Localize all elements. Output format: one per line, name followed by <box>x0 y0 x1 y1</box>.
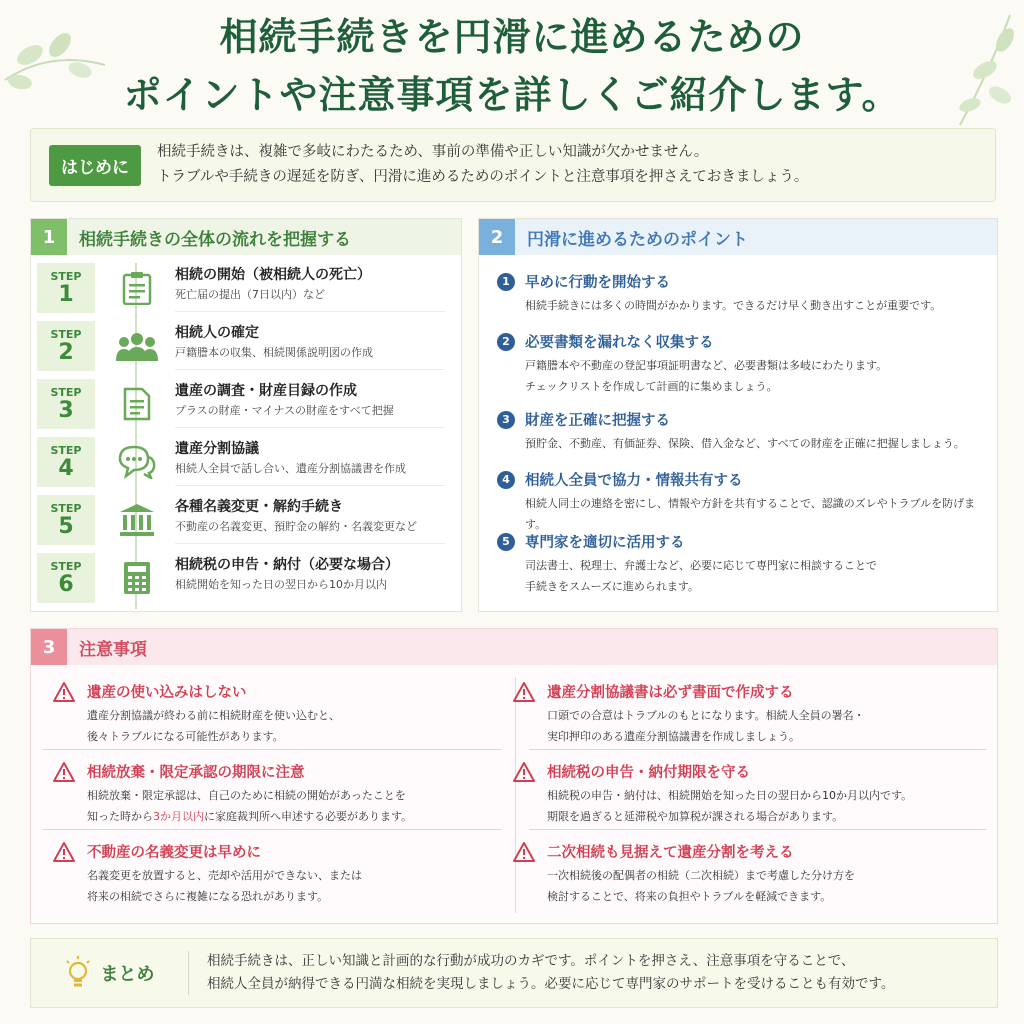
point-number: 4 <box>497 471 515 489</box>
point-desc-line: 司法書士、税理士、弁護士など、必要に応じて専門家に相談することで <box>525 559 877 572</box>
step-desc: プラスの財産・マイナスの財産をすべて把握 <box>175 403 394 417</box>
step-desc: 相続開始を知った日の翌日から10か月以内 <box>175 578 387 591</box>
point-number: 5 <box>497 533 515 551</box>
point-number: 2 <box>497 333 515 351</box>
caution-header <box>513 841 953 862</box>
section-points-panel <box>478 218 998 612</box>
step-text <box>175 497 445 544</box>
section-flow-title: 相続手続きの全体の流れを把握する <box>79 229 351 250</box>
step-label: STEP <box>50 559 82 573</box>
step-number: 5 <box>58 513 74 539</box>
caution-desc <box>547 785 953 827</box>
caution-highlight: 3か月以内 <box>153 810 204 823</box>
step-badge <box>37 553 95 603</box>
caution-header <box>53 841 493 862</box>
row-divider <box>529 749 987 750</box>
point-number: 3 <box>497 411 515 429</box>
caution-title: 二次相続も見据えて遺産分割を考える <box>547 845 794 861</box>
point-header <box>497 409 992 430</box>
calculator-icon <box>109 553 165 603</box>
caution-desc-line: 口頭での合意はトラブルのもとになります。相続人全員の署名・ <box>547 709 865 722</box>
point-desc <box>525 355 992 397</box>
step-badge <box>37 379 95 429</box>
intro-badge: はじめに <box>49 145 141 186</box>
section-number: 3 <box>31 629 67 665</box>
caution-desc-line: 相続税の申告・納付は、相続開始を知った日の翌日から10か月以内です。 <box>547 789 913 802</box>
step-badge <box>37 437 95 487</box>
step-badge <box>37 495 95 545</box>
caution-desc-line <box>87 806 493 827</box>
step-label: STEP <box>50 501 82 515</box>
point-item <box>497 531 992 597</box>
caution-desc-line: 後々トラブルになる可能性があります。 <box>87 730 284 743</box>
step-number: 3 <box>58 397 74 423</box>
clipboard-icon <box>109 263 165 313</box>
caution-text: 知った時から <box>87 810 153 823</box>
point-title: 相続人全員で協力・情報共有する <box>525 473 743 489</box>
step-item <box>37 377 457 431</box>
summary-line-2: 相続人全員が納得できる円満な相続を実現しましょう。必要に応じて専門家のサポートを受けることも有効です。 <box>207 976 895 992</box>
step-desc: 戸籍謄本の収集、相続関係説明図の作成 <box>175 345 373 359</box>
intro-text <box>157 140 808 190</box>
section-points-title: 円滑に進めるためのポイント <box>527 229 748 250</box>
caution-desc <box>547 705 953 747</box>
caution-text: に家庭裁判所へ申述する必要があります。 <box>204 810 413 823</box>
caution-item <box>53 681 493 747</box>
point-desc-line: 相続人同士の連絡を密にし、情報や方針を共有することで、認識のズレやトラブルを防げます。 <box>525 497 976 531</box>
step-title: 相続税の申告・納付（必要な場合） <box>175 557 399 573</box>
point-title: 早めに行動を開始する <box>525 275 670 291</box>
summary-line-1: 相続手続きは、正しい知識と計画的な行動が成功のカギです。ポイントを押さえ、注意事項を守ることで、 <box>207 953 855 969</box>
summary-text <box>207 950 894 996</box>
row-divider <box>43 749 501 750</box>
point-item <box>497 469 992 535</box>
intro-line-2: トラブルや手続きの遅延を防ぎ、円滑に進めるためのポイントと注意事項を押さえておきましょう。 <box>157 169 809 185</box>
caution-desc-line: 将来の相続でさらに複雑になる恐れがあります。 <box>87 890 329 903</box>
point-header <box>497 271 992 292</box>
step-title: 相続人の確定 <box>175 324 259 341</box>
lightbulb-icon <box>65 956 91 990</box>
step-badge <box>37 263 95 313</box>
warning-icon <box>513 762 535 782</box>
step-item <box>37 493 457 547</box>
caution-item <box>513 761 953 827</box>
caution-item <box>53 841 493 907</box>
step-title: 遺産分割協議 <box>175 440 259 457</box>
caution-desc-line: 名義変更を放置すると、売却や活用ができない、または <box>87 869 362 882</box>
point-item <box>497 409 992 454</box>
caution-item <box>513 681 953 747</box>
step-item <box>37 319 457 373</box>
step-item <box>37 435 457 489</box>
intro-box <box>30 128 996 202</box>
point-header <box>497 531 992 552</box>
summary-label: まとめ <box>100 964 155 985</box>
point-desc-line: 手続きをスムーズに進められます。 <box>525 580 700 593</box>
warning-icon <box>53 842 75 862</box>
caution-desc <box>547 865 953 907</box>
caution-title: 相続税の申告・納付期限を守る <box>547 765 750 781</box>
caution-desc-line: 相続放棄・限定承認は、自己のために相続の開始があったことを <box>87 789 406 802</box>
step-text <box>175 381 445 428</box>
intro-line-1: 相続手続きは、複雑で多岐にわたるため、事前の準備や正しい知識が欠かせません。 <box>157 144 709 160</box>
caution-title: 相続放棄・限定承認の期限に注意 <box>87 765 305 781</box>
point-header <box>497 331 992 352</box>
caution-item <box>513 841 953 907</box>
chat-bubbles-icon <box>109 437 165 487</box>
caution-desc <box>87 785 493 827</box>
caution-header <box>53 681 493 702</box>
section-number: 2 <box>479 219 515 255</box>
point-desc-line: 戸籍謄本や不動産の登記事項証明書など、必要書類は多岐にわたります。 <box>525 359 888 372</box>
caution-header <box>53 761 493 782</box>
section-cautions-panel <box>30 628 998 924</box>
point-item <box>497 271 992 316</box>
step-item <box>37 261 457 315</box>
point-item <box>497 331 992 397</box>
warning-icon <box>513 842 535 862</box>
caution-desc-line: 実印押印のある遺産分割協議書を作成しましょう。 <box>547 730 800 743</box>
caution-desc-line: 一次相続後の配偶者の相続（二次相続）まで考慮した分け方を <box>547 869 855 882</box>
caution-desc-line: 検討することで、将来の負担やトラブルを軽減できます。 <box>547 890 832 903</box>
caution-desc <box>87 705 493 747</box>
step-number: 1 <box>58 281 74 307</box>
step-desc: 死亡届の提出（7日以内）など <box>175 287 325 301</box>
people-icon <box>109 321 165 371</box>
step-label: STEP <box>50 327 82 341</box>
section-flow-panel <box>30 218 462 612</box>
point-desc <box>525 493 992 535</box>
point-desc <box>525 555 992 597</box>
step-label: STEP <box>50 443 82 457</box>
warning-icon <box>53 762 75 782</box>
step-item <box>37 551 457 605</box>
section-number: 1 <box>31 219 67 255</box>
step-desc: 不動産の名義変更、預貯金の解約・名義変更など <box>175 519 417 533</box>
caution-desc <box>87 865 493 907</box>
caution-title: 遺産分割協議書は必ず書面で作成する <box>547 685 794 701</box>
title-line-2: ポイントや注意事項を詳しくご紹介します。 <box>123 73 901 117</box>
point-desc-line: チェックリストを作成して計画的に集めましょう。 <box>525 380 778 393</box>
caution-desc-line: 期限を過ぎると延滞税や加算税が課される場合があります。 <box>547 810 844 823</box>
step-label: STEP <box>50 385 82 399</box>
document-icon <box>109 379 165 429</box>
step-badge <box>37 321 95 371</box>
step-title: 相続の開始（被相続人の死亡） <box>175 266 371 283</box>
point-header <box>497 469 992 490</box>
point-desc <box>525 295 992 316</box>
step-text <box>175 555 445 601</box>
warning-icon <box>513 682 535 702</box>
bank-icon <box>109 495 165 545</box>
point-title: 財産を正確に把握する <box>525 413 670 429</box>
step-desc: 相続人全員で話し合い、遺産分割協議書を作成 <box>175 461 406 475</box>
warning-icon <box>53 682 75 702</box>
step-title: 遺産の調査・財産目録の作成 <box>175 382 357 399</box>
section-points-header <box>479 219 997 255</box>
caution-title: 遺産の使い込みはしない <box>87 685 247 701</box>
summary-box <box>30 938 998 1008</box>
step-text <box>175 323 445 370</box>
section-cautions-title: 注意事項 <box>79 639 147 660</box>
caution-header <box>513 761 953 782</box>
page-title <box>0 8 1024 124</box>
caution-desc-line: 遺産分割協議が終わる前に相続財産を使い込むと、 <box>87 709 340 722</box>
point-title: 専門家を適切に活用する <box>525 535 685 551</box>
point-number: 1 <box>497 273 515 291</box>
step-number: 2 <box>58 339 74 365</box>
caution-title: 不動産の名義変更は早めに <box>87 845 261 861</box>
step-text <box>175 439 445 486</box>
step-number: 6 <box>58 571 74 597</box>
caution-item <box>53 761 493 827</box>
point-desc <box>525 433 992 454</box>
row-divider <box>43 829 501 830</box>
point-desc-line: 相続手続きには多くの時間がかかります。できるだけ早く動き出すことが重要です。 <box>525 299 942 312</box>
section-cautions-header <box>31 629 997 665</box>
step-title: 各種名義変更・解約手続き <box>175 498 343 515</box>
row-divider <box>529 829 987 830</box>
step-number: 4 <box>58 455 74 481</box>
point-title: 必要書類を漏れなく収集する <box>525 335 714 351</box>
section-flow-header <box>31 219 461 255</box>
step-text <box>175 265 445 312</box>
title-line-1: 相続手続きを円滑に進めるための <box>219 15 805 59</box>
point-desc-line: 預貯金、不動産、有価証券、保険、借入金など、すべての財産を正確に把握しましょう。 <box>525 437 965 450</box>
summary-label-block <box>31 951 189 995</box>
caution-header <box>513 681 953 702</box>
step-label: STEP <box>50 269 82 283</box>
